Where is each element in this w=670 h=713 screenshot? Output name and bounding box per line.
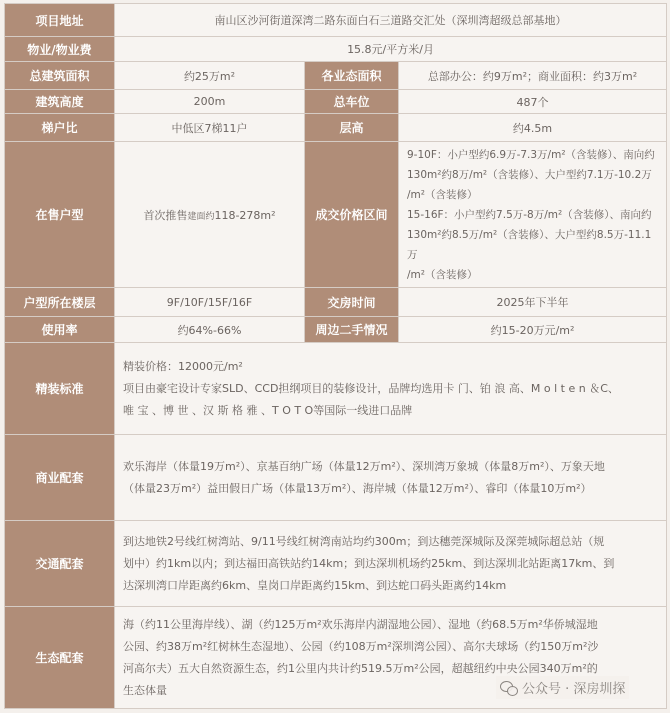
ecology-line: 生态体量 (123, 683, 167, 697)
row-fee (5, 37, 667, 62)
resale-label: 周边二手情况 (305, 317, 399, 343)
floors-value: 9F/10F/15F/16F (115, 288, 305, 317)
commerce-label: 商业配套 (5, 435, 115, 521)
transport-line: 到达地铁2号线红树湾站、9/11号线红树湾南站均约300m；到达穗莞深城际及深莞城际超总站（规 (123, 534, 605, 548)
decor-value (115, 343, 667, 435)
row-sale (5, 142, 667, 288)
delivery-label: 交房时间 (305, 288, 399, 317)
decor-line: 唯 宝 、博 世 、汉 斯 格 雅 、T O T O等国际一线进口品牌 (123, 403, 413, 417)
parking-value: 487个 (399, 90, 667, 114)
wechat-icon (500, 680, 518, 696)
address-value: 南山区沙河街道深湾二路东面白石三道路交汇处（深圳湾超级总部基地） (115, 4, 667, 37)
usage-label: 使用率 (5, 317, 115, 343)
format-area-label: 各业态面积 (305, 62, 399, 90)
floors-label: 户型所在楼层 (5, 288, 115, 317)
height-value: 200m (115, 90, 305, 114)
row-area (5, 62, 667, 90)
decor-line: 项目由豪宅设计专家SLD、CCD担纲项目的装修设计，品牌均选用卡 门、铂 浪 高、M o l t e n ＆C、 (123, 381, 619, 395)
row-height (5, 90, 667, 114)
parking-label: 总车位 (305, 90, 399, 114)
fee-label: 物业/物业费 (5, 37, 115, 62)
row-address (5, 4, 667, 37)
row-decor (5, 343, 667, 435)
transport-line: 划中）约1km以内；到达福田高铁站约14km；到达深圳机场约25km、到达深圳北站距离17km、到 (123, 556, 615, 570)
price-line: 15-16F：小户型约7.5万-8万/m²（含装修）、南向约 (407, 208, 652, 221)
price-line: 9-10F：小户型约6.9万-7.3万/m²（含装修）、南向约 (407, 148, 655, 161)
transport-line: 达深圳湾口岸距离约6km、皇岗口岸距离约15km、到达蛇口码头距离约14km (123, 578, 507, 592)
price-line: 130m²约8.5万/m²（含装修）、大户型约8.5万-11.1万 (407, 228, 652, 261)
format-area-value: 总部办公：约9万m²；商业面积：约3万m² (399, 62, 667, 90)
row-floors (5, 288, 667, 317)
row-usage (5, 317, 667, 343)
commerce-line: 欢乐海岸（体量19万m²）、京基百纳广场（体量12万m²）、深圳湾万象城（体量8万m²）、万象天地 (123, 459, 605, 473)
sale-value-main: 首次推售 (143, 208, 188, 222)
resale-value: 约15-20万元/m² (399, 317, 667, 343)
price-line: /m²（含装修） (407, 268, 478, 281)
address-label: 项目地址 (5, 4, 115, 37)
project-info-table (4, 3, 667, 709)
watermark-text: 公众号 · 深房圳探 (522, 682, 626, 697)
row-commerce (5, 435, 667, 521)
row-ratio (5, 114, 667, 142)
commerce-line: （体量23万m²）益田假日广场（体量13万m²）、海岸城（体量12万m²）、睿印（体量10万m²） (123, 481, 592, 495)
height-label: 建筑高度 (5, 90, 115, 114)
row-transport (5, 521, 667, 607)
ecology-line: 海（约11公里海岸线）、湖（约125万m²欢乐海岸内湖湿地公园）、湿地（约68.5万m²华侨城湿地 (123, 617, 598, 631)
watermark (496, 676, 629, 699)
sale-value-range: 118-278m² (214, 208, 276, 222)
decor-line: 精装价格：12000元/m² (123, 359, 243, 373)
price-line: 130m²约8万/m²（含装修）、大户型约7.1万-10.2万 (407, 168, 652, 181)
total-area-label: 总建筑面积 (5, 62, 115, 90)
floor-height-label: 层高 (305, 114, 399, 142)
sale-label: 在售户型 (5, 142, 115, 288)
delivery-value: 2025年下半年 (399, 288, 667, 317)
ratio-value: 中低区7梯11户 (115, 114, 305, 142)
decor-label: 精装标准 (5, 343, 115, 435)
floor-height-value: 约4.5m (399, 114, 667, 142)
price-range-label: 成交价格区间 (305, 142, 399, 288)
price-range-value (399, 142, 667, 288)
ratio-label: 梯户比 (5, 114, 115, 142)
price-line: /m²（含装修） (407, 188, 478, 201)
total-area-value: 约25万m² (115, 62, 305, 90)
sale-value-small: 建面约 (187, 211, 215, 222)
transport-label: 交通配套 (5, 521, 115, 607)
transport-value (115, 521, 667, 607)
sale-value (115, 142, 305, 288)
fee-value: 15.8元/平方米/月 (115, 37, 667, 62)
ecology-line: 公园、约38万m²红树林生态湿地）、公园（约108万m²深圳湾公园）、高尔夫球场（约150万m²沙 (123, 639, 599, 653)
usage-value: 约64%-66% (115, 317, 305, 343)
ecology-line: 河高尔夫）五大自然资源生态，约1公里内共计约519.5万m²公园，超越纽约中央公园340万m²的 (123, 661, 598, 675)
ecology-label: 生态配套 (5, 607, 115, 709)
commerce-value (115, 435, 667, 521)
